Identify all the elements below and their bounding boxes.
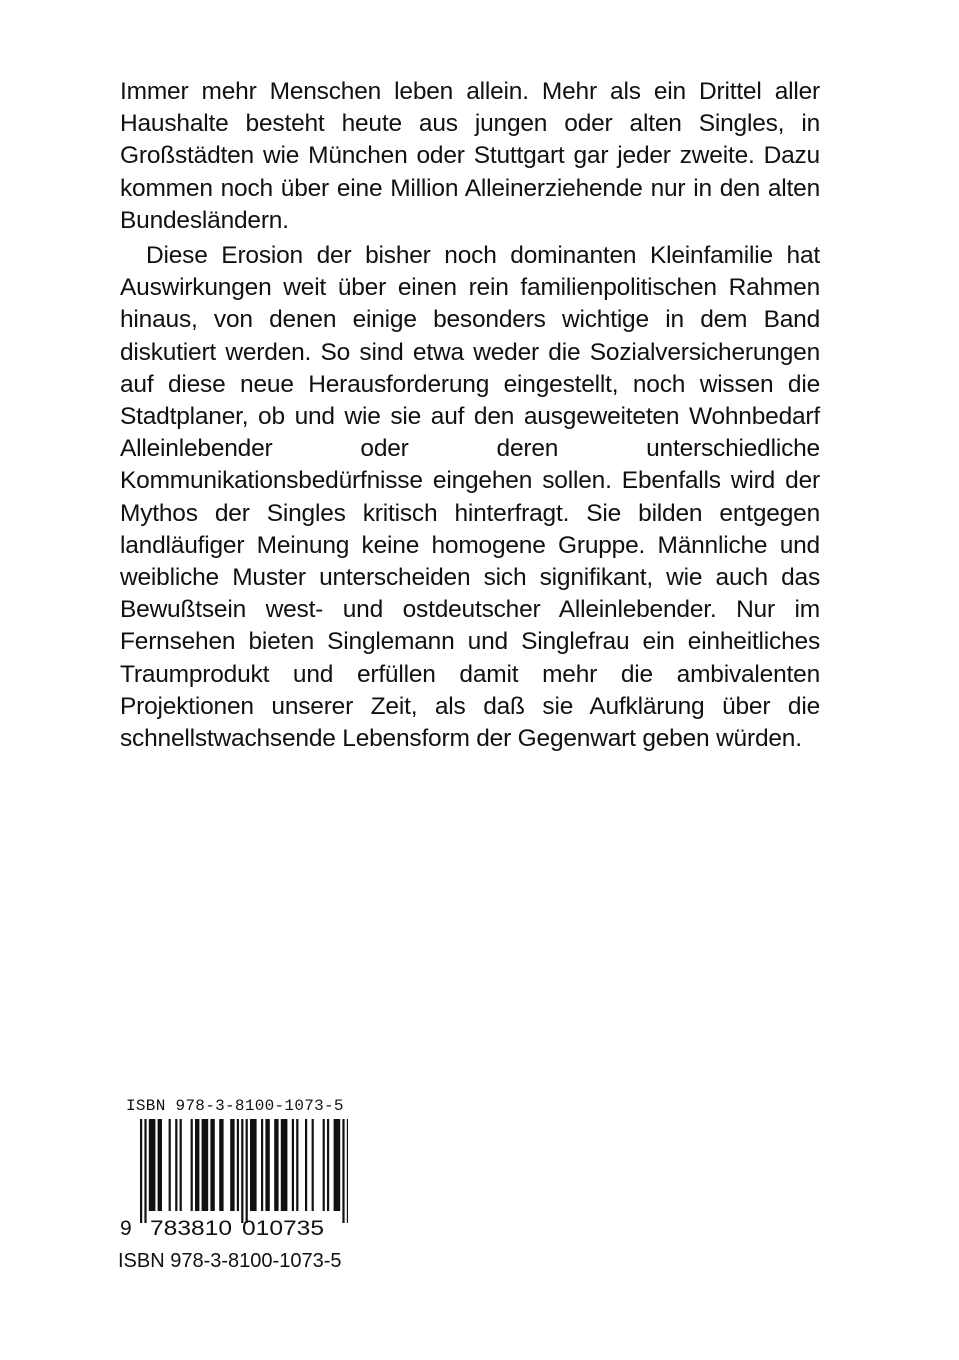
barcode-bar xyxy=(296,1119,298,1211)
barcode-bar xyxy=(342,1119,344,1223)
back-cover-blurb xyxy=(120,76,820,755)
barcode-bar xyxy=(292,1119,294,1211)
blurb-paragraph-2: Diese Erosion der bisher noch dominanten Kleinfamilie hat Auswirkungen weit über einen rein familienpolitischen Rahmen hinaus, von denen einige besonders wichtige in dem Band diskutiert werden. So sind etwa weder die Sozialversicherungen auf diese neue Herausforderung eingestellt, noch wissen die Stadtplaner, ob und wie sie auf den ausgeweiteten Wohnbedarf Alleinlebender oder deren unterschiedliche Kommunikationsbedürfnisse eingehen sollen. Ebenfalls wird der Mythos der Singles kritisch hinterfragt. Sie bilden entgegen landläufiger Meinung keine homogene Gruppe. Männliche und weibliche Muster unterscheiden sich signifikant, wie auch das Bewußtsein west- und ostdeutscher Alleinlebender. Nur im Fernsehen bieten Singlemann und Singlefrau ein einheitliches Traumprodukt und erfüllen damit mehr die ambivalenten Projektionen unserer Zeit, als daß sie Aufklärung über die schnellstwachsende Lebensform der Gegenwart geben würden. xyxy=(120,242,820,753)
barcode-bar xyxy=(274,1119,278,1211)
barcode-bar xyxy=(169,1119,171,1211)
barcode-bar xyxy=(265,1119,269,1211)
isbn-barcode-block xyxy=(118,1097,378,1273)
barcode-bar xyxy=(312,1119,314,1211)
barcode-bar xyxy=(281,1119,288,1211)
barcode-bar xyxy=(144,1119,146,1223)
barcode-bar xyxy=(241,1119,243,1223)
barcode-digit-first: 9 xyxy=(120,1217,132,1240)
barcode-bar xyxy=(261,1119,263,1211)
barcode-bar xyxy=(180,1119,182,1211)
barcode-digits-left: 783810 xyxy=(150,1217,232,1240)
barcode-bars xyxy=(140,1119,348,1223)
barcode-bar xyxy=(158,1119,162,1211)
barcode-bar xyxy=(334,1119,341,1211)
barcode-bar xyxy=(149,1119,156,1211)
isbn-label-top: ISBN 978-3-8100-1073-5 xyxy=(126,1097,344,1115)
barcode-bar xyxy=(191,1119,193,1211)
barcode-bar xyxy=(246,1119,248,1223)
blurb-paragraph-1: Immer mehr Menschen leben allein. Mehr als ein Drittel aller Haushalte besteht heute aus jungen oder alten Singles, in Großstädten wie München oder Stuttgart gar jeder zweite. Dazu kommen noch über eine Million Alleinerziehende nur in den alten Bundesländern. xyxy=(120,78,820,234)
barcode-bar xyxy=(230,1119,234,1211)
barcode-bar xyxy=(347,1119,348,1223)
barcode-bar xyxy=(210,1119,214,1211)
barcode-bar xyxy=(305,1119,307,1211)
barcode-bar xyxy=(202,1119,209,1211)
barcode-digits-right: 010735 xyxy=(242,1217,324,1240)
barcode-bar xyxy=(323,1119,325,1211)
barcode-bar xyxy=(237,1119,239,1211)
ean13-barcode xyxy=(118,1117,348,1241)
barcode-bar xyxy=(195,1119,199,1211)
barcode-bar xyxy=(327,1119,329,1211)
barcode-bar xyxy=(250,1119,257,1211)
barcode-bar xyxy=(140,1119,142,1223)
barcode-bar xyxy=(219,1119,223,1211)
barcode-bar xyxy=(175,1119,177,1211)
isbn-label-bottom: ISBN 978-3-8100-1073-5 xyxy=(118,1250,342,1272)
